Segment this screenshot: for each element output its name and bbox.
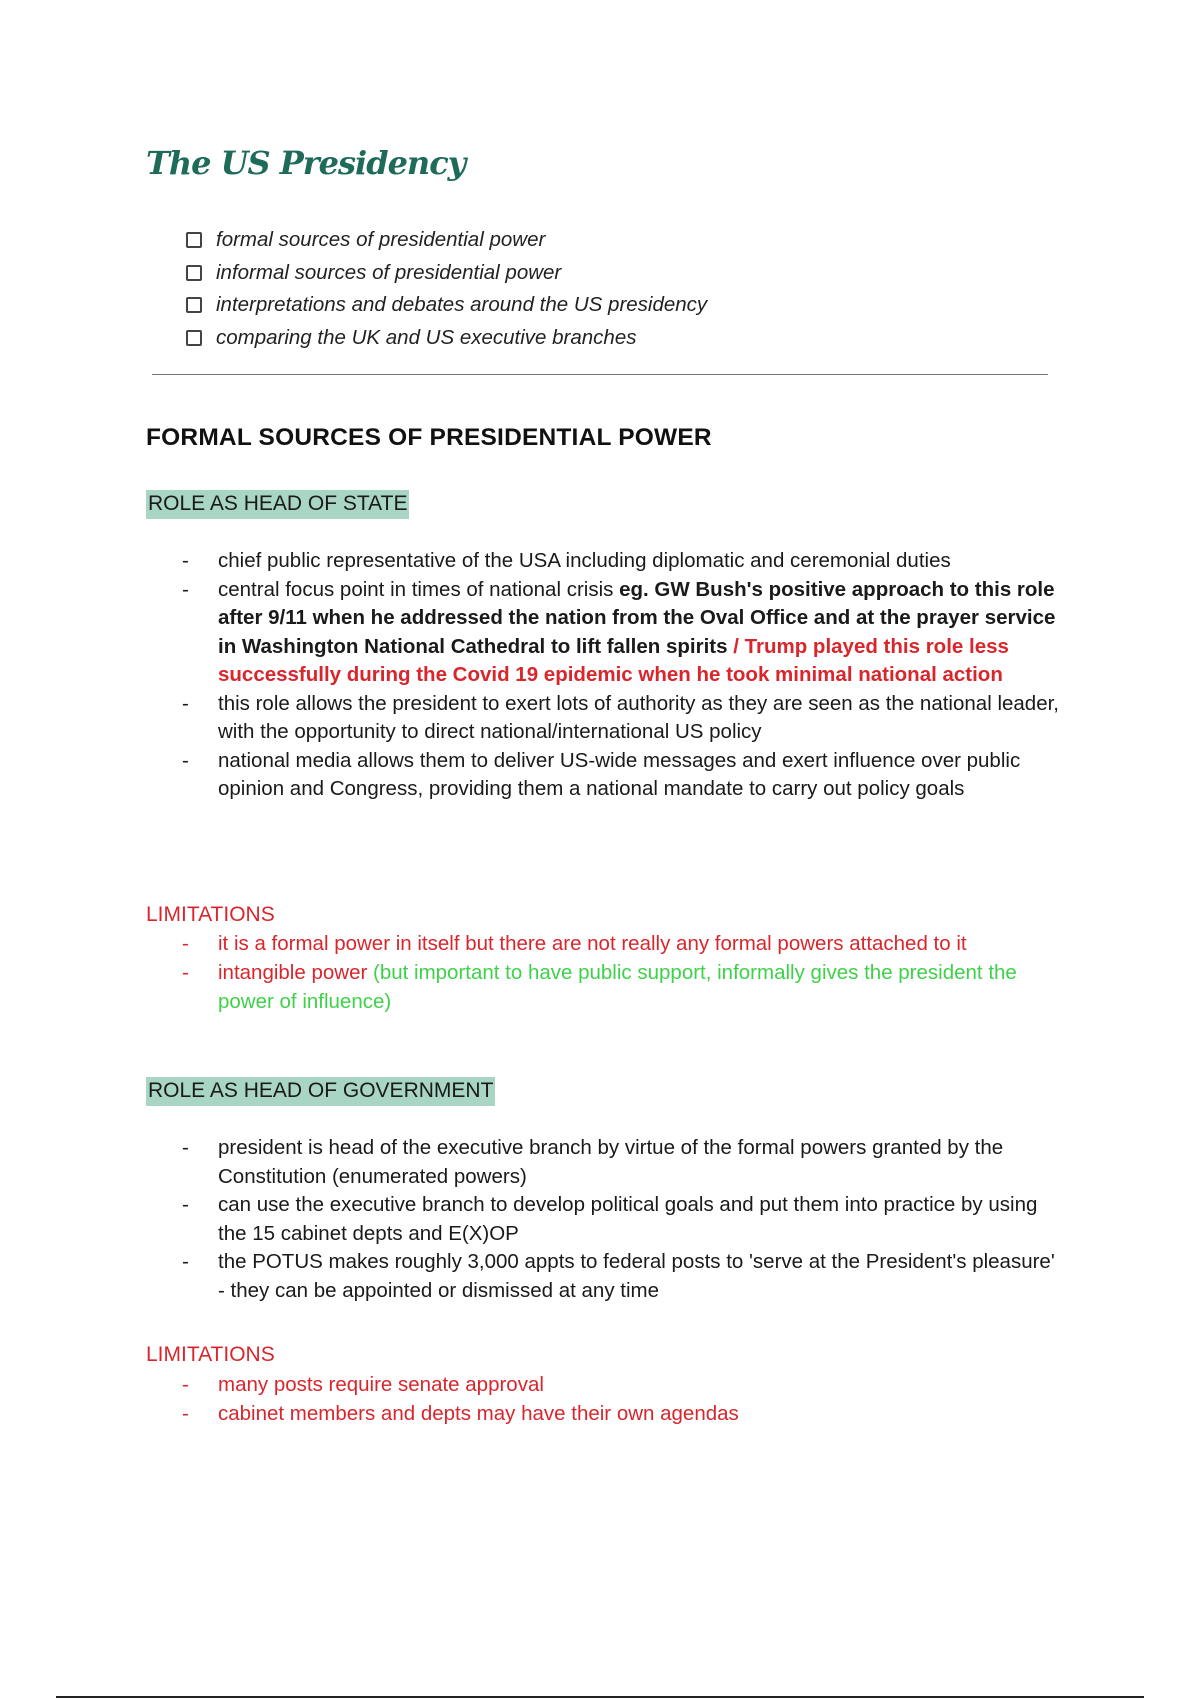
limitation-item [146,929,1066,958]
checklist-item-label: interpretations and debates around the US presidency [216,293,708,317]
head-of-state-heading: ROLE AS HEAD OF STATE [146,490,409,519]
list-item-text: president is head of the executive branch by virtue of the formal powers granted by the Constitution (enumerated powers) [218,1136,1004,1188]
limitation-text: cabinet members and depts may have their own agendas [218,1402,739,1425]
list-item-text: central focus point in times of national crisis [218,577,620,601]
checklist-item-label: formal sources of presidential power [216,228,546,252]
bullet-dash: - [182,577,189,601]
head-of-government-limitations [146,1370,1066,1428]
limitations-heading: LIMITATIONS [146,903,275,926]
bullet-dash: - [182,1402,189,1425]
checklist-item [186,257,707,290]
head-of-state-limitations [146,929,1066,1016]
list-item [146,576,1066,690]
bullet-dash: - [182,932,189,955]
bullet-dash: - [182,549,189,572]
checkbox-icon[interactable] [186,297,202,313]
list-item [146,1191,1066,1248]
checklist-item-label: comparing the UK and US executive branches [216,325,637,349]
list-item-text: this role allows the president to exert lots of authority as they are seen as the national leader, with the opportunity to direct national/international US policy [218,691,1059,743]
bullet-dash: - [182,691,189,715]
counter-example-text: / Trump played this role less successfully during the Covid 19 epidemic when he took minimal national action [218,634,1009,686]
head-of-government-heading: ROLE AS HEAD OF GOVERNMENT [146,1077,495,1106]
limitation-item [146,1370,1066,1399]
list-item-text: chief public representative of the USA including diplomatic and ceremonial duties [218,549,951,572]
bullet-dash: - [182,1136,189,1159]
list-item-text: national media allows them to deliver US-wide messages and exert influence over public opinion and Congress, providing them a national mandate to carry out policy goals [218,748,1021,800]
limitation-text: many posts require senate approval [218,1373,544,1396]
page-title: The US Presidency [146,144,466,182]
limitation-item [146,1399,1066,1428]
checklist-item [186,289,707,322]
bullet-dash: - [182,1373,189,1396]
limitation-item [146,958,1066,1016]
limitations-heading: LIMITATIONS [146,1343,275,1366]
section-heading: FORMAL SOURCES OF PRESIDENTIAL POWER [146,424,712,451]
list-item [146,747,1066,804]
bullet-dash: - [182,1250,189,1273]
checkbox-icon[interactable] [186,265,202,281]
page-bottom-rule [56,1696,1144,1698]
bullet-dash: - [182,748,189,772]
checklist-item [186,322,707,355]
limitation-text: it is a formal power in itself but there are not really any formal powers attached to it [218,932,967,955]
list-item [146,1248,1066,1305]
horizontal-divider [152,374,1048,375]
head-of-government-bullets [146,1134,1066,1305]
list-item-text: can use the executive branch to develop political goals and put them into practice by using the 15 cabinet depts and E(X)OP [218,1193,1038,1245]
limitation-text: intangible power [218,961,368,984]
counterpoint-text: (but important to have public support, informally gives the president the power of influence) [218,961,1017,1013]
bullet-dash: - [182,1193,189,1216]
head-of-state-bullets [146,547,1066,804]
checkbox-icon[interactable] [186,330,202,346]
checklist-item [186,224,707,257]
topic-checklist [186,224,707,354]
checklist-item-label: informal sources of presidential power [216,260,562,284]
checkbox-icon[interactable] [186,232,202,248]
list-item [146,690,1066,747]
list-item [146,547,1066,576]
list-item-text: the POTUS makes roughly 3,000 appts to federal posts to 'serve at the President's pleasure' - they can be appointed or dismissed at any time [218,1250,1055,1302]
list-item [146,1134,1066,1191]
example-bold-text: eg. GW Bush's positive approach to this role after 9/11 when he addressed the nation from the Oval Office and at the prayer service in Washington National Cathedral to lift fallen spirits [218,577,1056,658]
bullet-dash: - [182,961,189,984]
